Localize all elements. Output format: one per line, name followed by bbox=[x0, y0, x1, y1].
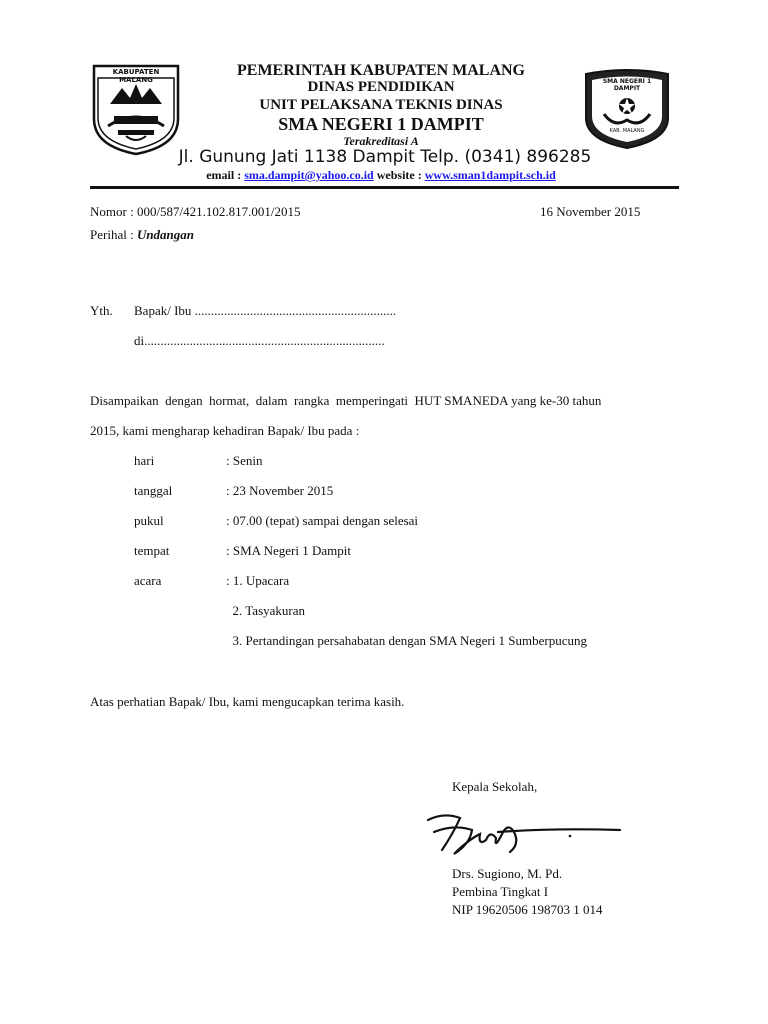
detail-value: : 07.00 (tepat) sampai dengan selesai bbox=[226, 513, 419, 528]
recipient-line-1: Bapak/ Ibu .............................................................. bbox=[134, 303, 397, 318]
school-name: SMA NEGERI 1 DAMPIT bbox=[278, 114, 484, 134]
body-paragraph-line-1: Disampaikan dengan hormat, dalam rangka memperingati HUT SMANEDA yang ke-30 tahun bbox=[90, 393, 602, 408]
detail-value: 3. Pertandingan persahabatan dengan SMA Negeri 1 Sumberpucung bbox=[226, 633, 588, 648]
left-logo-text: KABUPATEN MALANG bbox=[112, 68, 160, 84]
detail-value: : 1. Upacara bbox=[226, 573, 290, 588]
signature-title: Kepala Sekolah, bbox=[452, 779, 538, 794]
school-address: Jl. Gunung Jati 1138 Dampit Telp. (0341) 896285 bbox=[178, 147, 592, 167]
website-link[interactable]: www.sman1dampit.sch.id bbox=[424, 168, 556, 182]
recipient-yth: Yth. bbox=[90, 303, 113, 318]
header-divider bbox=[90, 186, 679, 189]
subject-value: Undangan bbox=[136, 227, 195, 242]
header-line-2: DINAS PENDIDIKAN bbox=[307, 79, 455, 95]
detail-label: pukul bbox=[134, 513, 164, 528]
right-logo-sub: KAB. MALANG bbox=[609, 128, 645, 134]
body-paragraph-line-2: 2015, kami mengharap kehadiran Bapak/ Ibu pada : bbox=[90, 423, 360, 438]
closing-sentence: Atas perhatian Bapak/ Ibu, kami mengucapkan terima kasih. bbox=[90, 694, 405, 709]
subject-label: Perihal : bbox=[90, 227, 134, 242]
signer-rank: Pembina Tingkat I bbox=[452, 884, 549, 899]
letter-date: 16 November 2015 bbox=[540, 204, 641, 219]
detail-value: 2. Tasyakuran bbox=[226, 603, 305, 618]
website-label: website : bbox=[376, 168, 422, 182]
recipient-line-2: di.......................................................................... bbox=[134, 333, 385, 348]
signer-name: Drs. Sugiono, M. Pd. bbox=[452, 866, 563, 881]
accreditation: Terakreditasi A bbox=[343, 134, 419, 148]
signer-nip: NIP 19620506 198703 1 014 bbox=[452, 902, 603, 917]
subject-line bbox=[90, 227, 194, 243]
email-label: email : bbox=[206, 168, 242, 182]
detail-value: : Senin bbox=[226, 453, 263, 468]
detail-label: tanggal bbox=[134, 483, 173, 498]
right-logo-text: SMA NEGERI 1 DAMPIT bbox=[602, 78, 652, 92]
detail-label: acara bbox=[134, 573, 162, 588]
detail-label: tempat bbox=[134, 543, 170, 558]
detail-value: : SMA Negeri 1 Dampit bbox=[226, 543, 351, 558]
detail-label: hari bbox=[134, 453, 155, 468]
letter-number: Nomor : 000/587/421.102.817.001/2015 bbox=[90, 204, 301, 219]
header-line-3: UNIT PELAKSANA TEKNIS DINAS bbox=[259, 97, 503, 113]
header-line-1: PEMERINTAH KABUPATEN MALANG bbox=[237, 62, 525, 79]
email-link[interactable]: sma.dampit@yahoo.co.id bbox=[244, 168, 374, 182]
detail-value: : 23 November 2015 bbox=[226, 483, 334, 498]
handwritten-signature bbox=[424, 810, 630, 858]
contact-line bbox=[0, 168, 762, 183]
